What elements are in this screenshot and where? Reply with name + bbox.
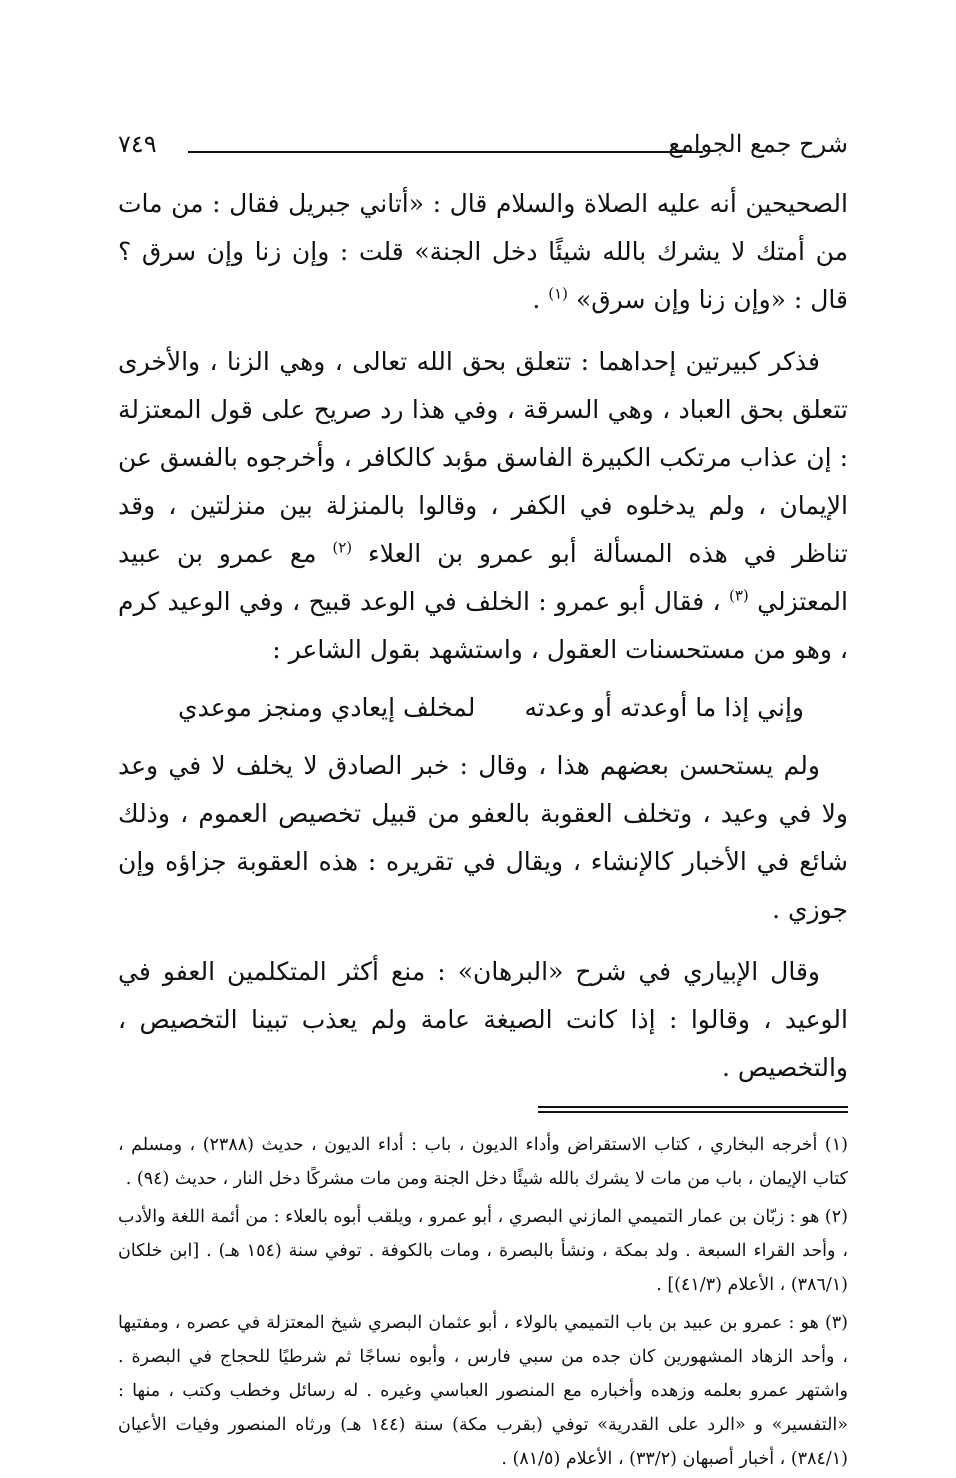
paragraph-end: . bbox=[532, 285, 549, 314]
footnote-rule-top bbox=[538, 1106, 848, 1108]
main-text bbox=[118, 180, 848, 1092]
page-number: ٧٤٩ bbox=[118, 130, 157, 158]
body-paragraph bbox=[118, 338, 848, 674]
verse-second-hemistich: لمخلف إيعادي ومنجز موعدي bbox=[178, 693, 476, 722]
body-paragraph bbox=[118, 180, 848, 324]
footnotes bbox=[118, 1128, 848, 1476]
footnote-2: (٢) هو : زبّان بن عمار التميمي المازني البصري ، أبو عمرو ، ويلقب أبوه بالعلاء : من أئمة اللغة والأدب ، وأحد القراء السبعة . ولد بمكة ، ونشأ بالبصرة ، ومات بالكوفة . توفي سنة (١٥٤ هـ) . [ابن خلكان (٣٨٦/١) ، الأعلام (٤١/٣)] . bbox=[118, 1207, 848, 1295]
paragraph-text: ، فقال أبو عمرو : الخلف في الوعد قبيح ، وفي الوعيد كرم ، وهو من مستحسنات العقول ، واستشهد بقول الشاعر : bbox=[118, 587, 848, 664]
body-paragraph: ولم يستحسن بعضهم هذا ، وقال : خبر الصادق لا يخلف لا في وعد ولا في وعيد ، وتخلف العقوبة بالعفو من قبيل تخصيص العموم ، وذلك شائع في الأخبار كالإنشاء ، ويقال في تقريره : هذه العقوبة جزاؤه وإن جوزي . bbox=[118, 751, 848, 924]
paragraph-text: الصحيحين أنه عليه الصلاة والسلام قال : «أتاني جبريل فقال : من مات من أمتك لا يشرك بالله شيئًا دخل الجنة» قلت : وإن زنا وإن سرق ؟ قال : «وإن زنا وإن سرق» bbox=[118, 189, 848, 314]
footnote-ref: (٢) bbox=[332, 538, 353, 557]
book-page bbox=[118, 128, 848, 1476]
footnote-ref: (١) bbox=[548, 284, 569, 303]
footnote-ref: (٣) bbox=[728, 586, 749, 605]
footnote-3: (٣) هو : عمرو بن عبيد بن باب التميمي بالولاء ، أبو عثمان البصري شيخ المعتزلة في عصره ، ومفتيها ، وأحد الزهاد المشهورين كان جده من سبي فارس ، وأبوه نساجًا ثم شرطيًا للحجاج في البصرة . واشتهر عمرو بعلمه وزهده وأخباره مع المنصور العباسي وغيره . له رسائل وخطب وكتب ، منها : «التفسير» و «الرد على القدرية» توفي (بقرب مكة) سنة (١٤٤ هـ) ورثاه المنصور وفيات الأعيان (٣٨٤/١) ، أخبار أصبهان (٣٣/٢) ، الأعلام (٨١/٥) . bbox=[118, 1313, 848, 1469]
header-rule bbox=[188, 151, 703, 153]
running-head-title: شرح جمع الجوامع bbox=[668, 130, 848, 158]
footnote-rule-bottom bbox=[538, 1111, 848, 1113]
paragraph-text: فذكر كبيرتين إحداهما : تتعلق بحق الله تعالى ، وهي الزنا ، والأخرى تتعلق بحق العباد ، وهي السرقة ، وفي هذا رد صريح على قول المعتزلة : إن عذاب مرتكب الكبيرة الفاسق مؤبد كالكافر ، وأخرجوه بالفسق عن الإيمان ، ولم يدخلوه في الكفر ، وقالوا بالمنزلة بين منزلتين ، وقد تناظر في هذه المسألة أبو عمرو بن العلاء bbox=[118, 347, 848, 568]
running-header bbox=[118, 128, 848, 168]
verse-first-hemistich: وإني إذا ما أوعدته أو وعدته bbox=[524, 693, 804, 722]
paragraph-text: مع عمرو بن عبيد المعتزلي bbox=[118, 539, 848, 616]
poetry-verse bbox=[118, 682, 848, 734]
body-paragraph: وقال الإبياري في شرح «البرهان» : منع أكثر المتكلمين العفو في الوعيد ، وقالوا : إذا كانت الصيغة عامة ولم يعذب تبينا التخصيص ، والتخصيص . bbox=[118, 957, 848, 1082]
footnote-separator bbox=[118, 1106, 848, 1118]
footnote-1: (١) أخرجه البخاري ، كتاب الاستقراض وأداء الديون ، باب : أداء الديون ، حديث (٢٣٨٨) ، ومسلم ، كتاب الإيمان ، باب من مات لا يشرك بالله شيئًا دخل الجنة ومن مات مشركًا دخل النار ، حديث (٩٤) . bbox=[118, 1135, 848, 1189]
